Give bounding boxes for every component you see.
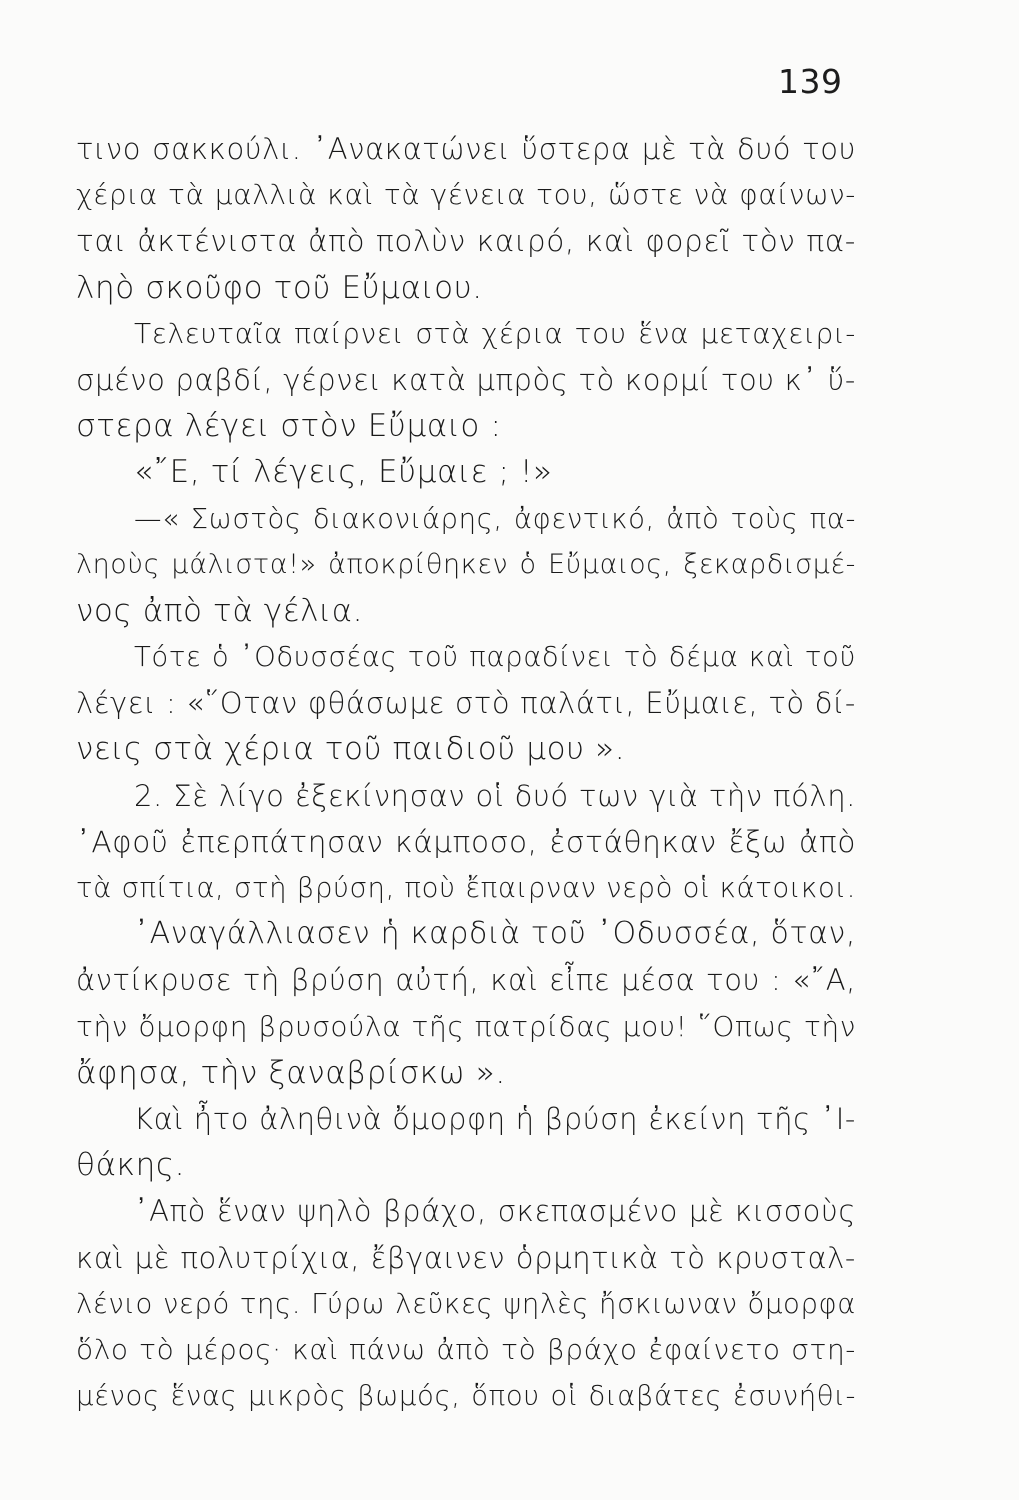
text-line: νος ἀπὸ τὰ γέλια. bbox=[76, 592, 364, 629]
text-line: ᾿Απὸ ἕναν ψηλὸ βράχο, σκεπασμένο μὲ κισσοὺς bbox=[134, 1194, 856, 1229]
text-line: ὅλο τὸ μέρος· καὶ πάνω ἀπὸ τὸ βράχο ἐφαίνετο στη- bbox=[76, 1332, 856, 1366]
text-line: ληὸ σκοῦφο τοῦ Εὔμαιου. bbox=[76, 269, 483, 306]
text-line: Τελευταῖα παίρνει στὰ χέρια του ἕνα μεταχειρι- bbox=[134, 316, 856, 350]
text-line: λένιο νερό της. Γύρω λεῦκες ψηλὲς ἤσκιωναν ὄμορφα bbox=[76, 1287, 856, 1320]
text-line: ἀντίκρυσε τὴ βρύση αὐτή, καὶ εἶπε μέσα του : «῎Α, bbox=[76, 963, 856, 998]
text-line: στερα λέγει στὸν Εὔμαιο : bbox=[76, 408, 502, 445]
text-line: θάκης. bbox=[76, 1147, 186, 1184]
text-line: ται ἀκτένιστα ἀπὸ πολὺν καιρό, καὶ φορεῖ τὸν πα- bbox=[76, 224, 856, 259]
text-line: τινο σακκούλι. ᾿Ανακατώνει ὕστερα μὲ τὰ δυό του bbox=[76, 132, 856, 166]
text-line: ἄφησα, τὴν ξαναβρίσκω ». bbox=[76, 1054, 506, 1091]
text-line: μένος ἕνας μικρὸς βωμός, ὅπου οἱ διαβάτες ἐσυνήθι- bbox=[76, 1380, 856, 1413]
text-line: ᾿Αφοῦ ἐπερπάτησαν κάμποσο, ἐστάθηκαν ἔξω ἀπὸ bbox=[76, 824, 856, 859]
text-line: λέγει : «῞Οταν φθάσωμε στὸ παλάτι, Εὔμαιε, τὸ δί- bbox=[76, 686, 856, 721]
text-line: καὶ μὲ πολυτρίχια, ἔβγαινεν ὁρμητικὰ τὸ κρυσταλ- bbox=[76, 1240, 856, 1275]
text-line: ᾿Αναγάλλιασεν ἡ καρδιὰ τοῦ ᾿Οδυσσέα, ὅταν, bbox=[134, 916, 856, 952]
text-line: Τότε ὁ ᾿Οδυσσέας τοῦ παραδίνει τὸ δέμα καὶ τοῦ bbox=[134, 641, 856, 674]
text-line: Καὶ ἦτο ἀληθινὰ ὄμορφη ἡ βρύση ἐκείνη τῆς ᾿Ι- bbox=[134, 1101, 856, 1136]
text-line: νεις στὰ χέρια τοῦ παιδιοῦ μου ». bbox=[76, 731, 626, 768]
body-text bbox=[76, 126, 856, 1419]
page-number: 139 bbox=[778, 62, 843, 101]
text-line: σμένο ραβδί, γέρνει κατὰ μπρὸς τὸ κορμί του κ᾿ ὕ- bbox=[76, 362, 856, 397]
text-line: 2. Σὲ λίγο ἐξεκίνησαν οἱ δυό των γιὰ τὴν πόλη. bbox=[134, 778, 856, 813]
text-line: τὰ σπίτια, στὴ βρύση, ποὺ ἔπαιρναν νερὸ οἱ κάτοικοι. bbox=[76, 872, 856, 904]
text-line: ληοὺς μάλιστα!» ἀποκρίθηκεν ὁ Εὔμαιος, ξεκαρδισμέ- bbox=[76, 548, 856, 580]
text-line: —« Σωστὸς διακονιάρης, ἀφεντικό, ἀπὸ τοὺς πα- bbox=[134, 502, 856, 535]
text-line: «῎Ε, τί λέγεις, Εὔμαιε ; !» bbox=[134, 454, 553, 491]
text-line: χέρια τὰ μαλλιὰ καὶ τὰ γένεια του, ὥστε νὰ φαίνων- bbox=[76, 178, 856, 212]
text-line: τὴν ὄμορφη βρυσούλα τῆς πατρίδας μου! ῞Οπως τὴν bbox=[76, 1009, 856, 1043]
